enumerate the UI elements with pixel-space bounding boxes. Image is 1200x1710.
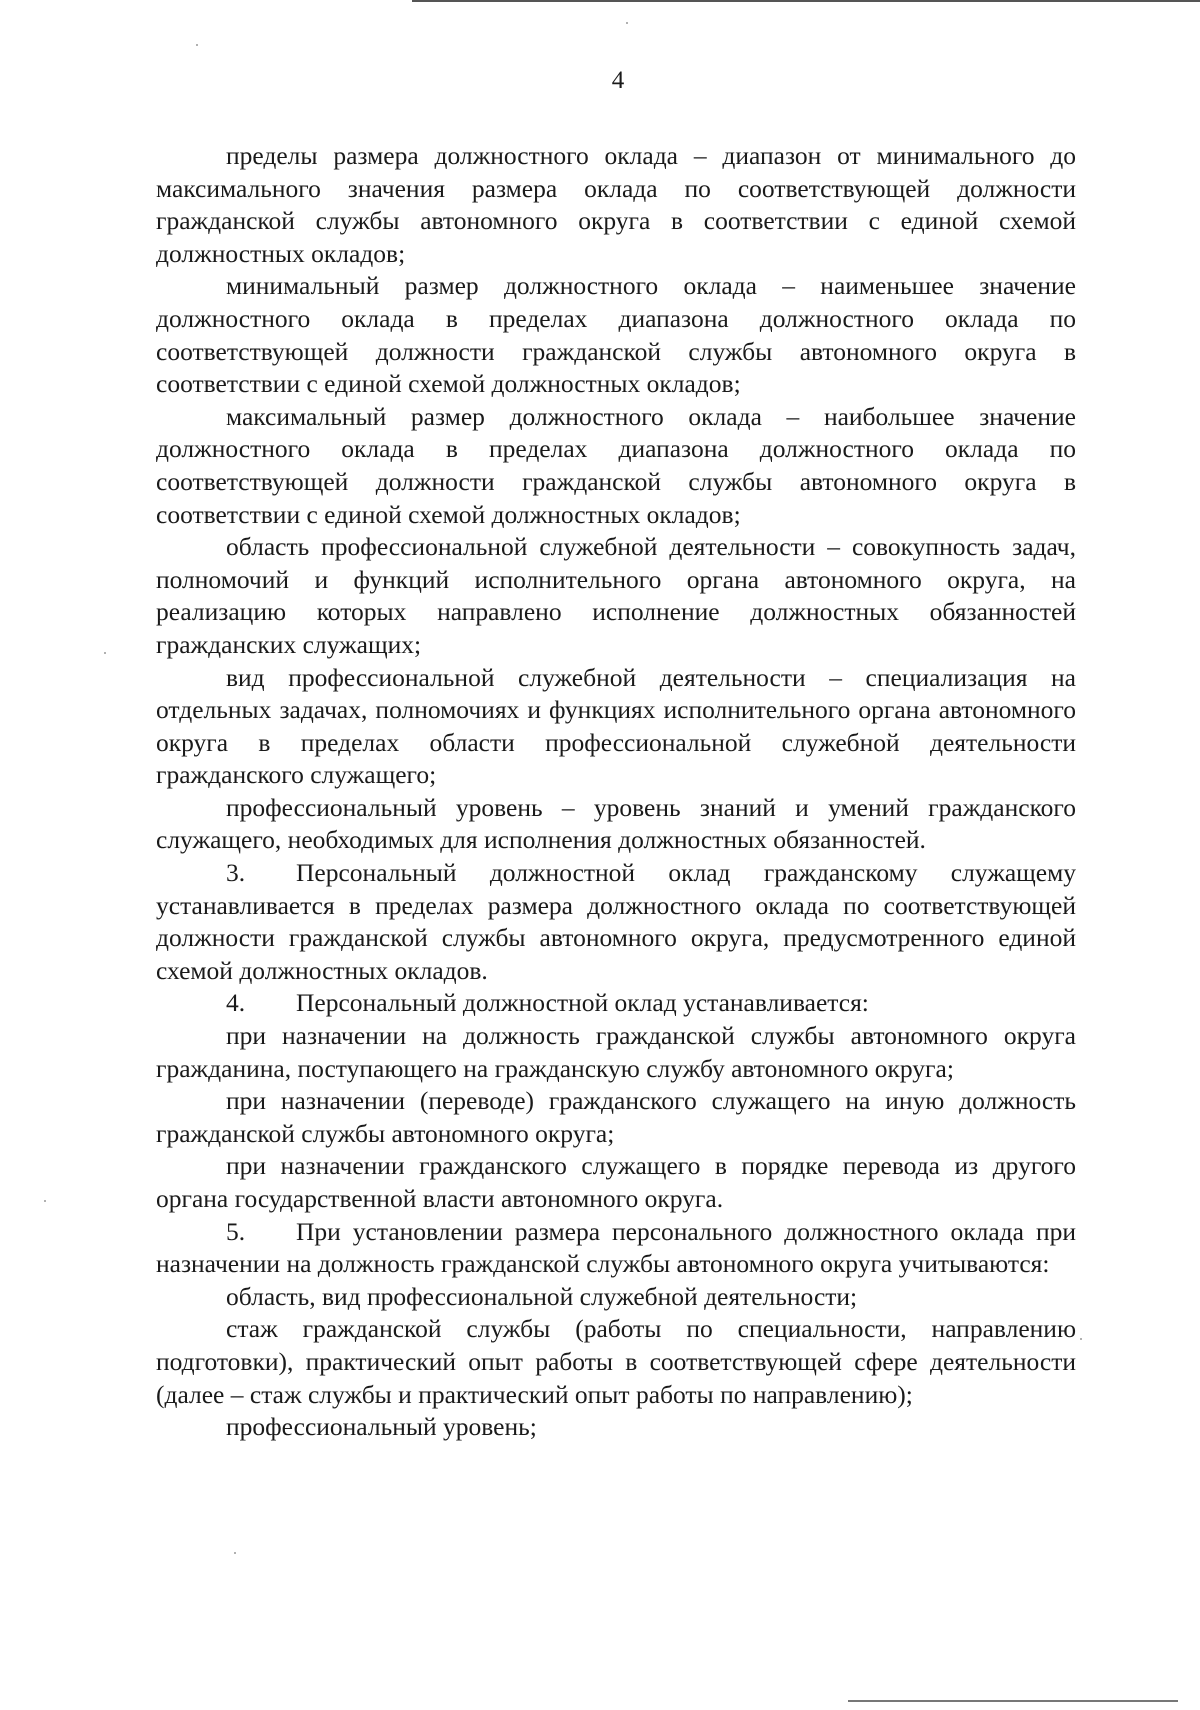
page-number: 4 xyxy=(611,67,625,94)
definition-paragraph: пределы размера должностного оклада – диапазон от минимального до максимального значения размера оклада по соответствующей должности гражданской службы автономного округа в соответствии с единой схемой должностных окладов; xyxy=(156,141,1076,268)
list-paragraph: при назначении гражданского служащего в порядке перевода из другого органа государственной власти автономного округа. xyxy=(156,1151,1076,1213)
definition-paragraph: вид профессиональной служебной деятельности – специализация на отдельных задачах, полномочиях и функциях исполнительного органа автономного округа в пределах области профессиональной служебной деятельности гражданского служащего; xyxy=(156,662,1076,790)
definition-paragraph: профессиональный уровень – уровень знаний и умений гражданского служащего, необходимых для исполнения должностных обязанностей. xyxy=(156,792,1076,855)
scan-speck xyxy=(1080,1338,1082,1340)
numbered-clause xyxy=(156,987,1076,1020)
numbered-clause xyxy=(156,1216,1076,1281)
clause-number: 5. xyxy=(226,1216,246,1246)
document-body xyxy=(156,140,1076,1444)
clause-number: 3. xyxy=(226,858,246,888)
definition-paragraph: минимальный размер должностного оклада – наименьшее значение должностного оклада в пределах диапазона должностного оклада по соответствующей должности гражданской службы автономного округа в соответствии с единой схемой должностных окладов; xyxy=(156,271,1076,399)
clause-text: Персональный должностной оклад гражданскому служащему устанавливается в пределах размера должностного оклада по соответствующей должности гражданской службы автономного округа, предусмотренного единой схемой должностных окладов. xyxy=(156,858,1076,985)
scan-speck xyxy=(234,1552,236,1554)
scan-speck xyxy=(44,1200,46,1202)
scan-edge-line-bottom xyxy=(848,1700,1178,1702)
numbered-clause xyxy=(156,857,1076,987)
clause-text: Персональный должностной оклад устанавливается: xyxy=(296,988,869,1018)
clause-text: При установлении размера персонального должностного оклада при назначении на должность гражданской службы автономного округа учитываются: xyxy=(156,1216,1076,1279)
list-paragraph: при назначении на должность гражданской службы автономного округа гражданина, поступающего на гражданскую службу автономного округа; xyxy=(156,1021,1076,1083)
scan-speck xyxy=(104,652,106,654)
list-paragraph: стаж гражданской службы (работы по специальности, направлению подготовки), практический опыт работы в соответствующей сфере деятельности (далее – стаж службы и практический опыт работы по направлению); xyxy=(156,1314,1076,1409)
scan-edge-line-top xyxy=(412,0,1200,2)
definition-paragraph: область профессиональной служебной деятельности – совокупность задач, полномочий и функций исполнительного органа автономного округа, на реализацию которых направлено исполнение должностных обязанностей гражданских служащих; xyxy=(156,532,1076,659)
scan-speck xyxy=(626,22,628,24)
clause-number: 4. xyxy=(226,988,246,1018)
definition-paragraph: максимальный размер должностного оклада – наибольшее значение должностного оклада в пределах диапазона должностного оклада по соответствующей должности гражданской службы автономного округа в соответствии с единой схемой должностных окладов; xyxy=(156,401,1076,529)
list-paragraph: при назначении (переводе) гражданского служащего на иную должность гражданской службы автономного округа; xyxy=(156,1086,1076,1148)
list-paragraph: профессиональный уровень; xyxy=(226,1412,537,1442)
list-paragraph: область, вид профессиональной служебной деятельности; xyxy=(226,1281,858,1311)
scan-speck xyxy=(196,44,198,46)
